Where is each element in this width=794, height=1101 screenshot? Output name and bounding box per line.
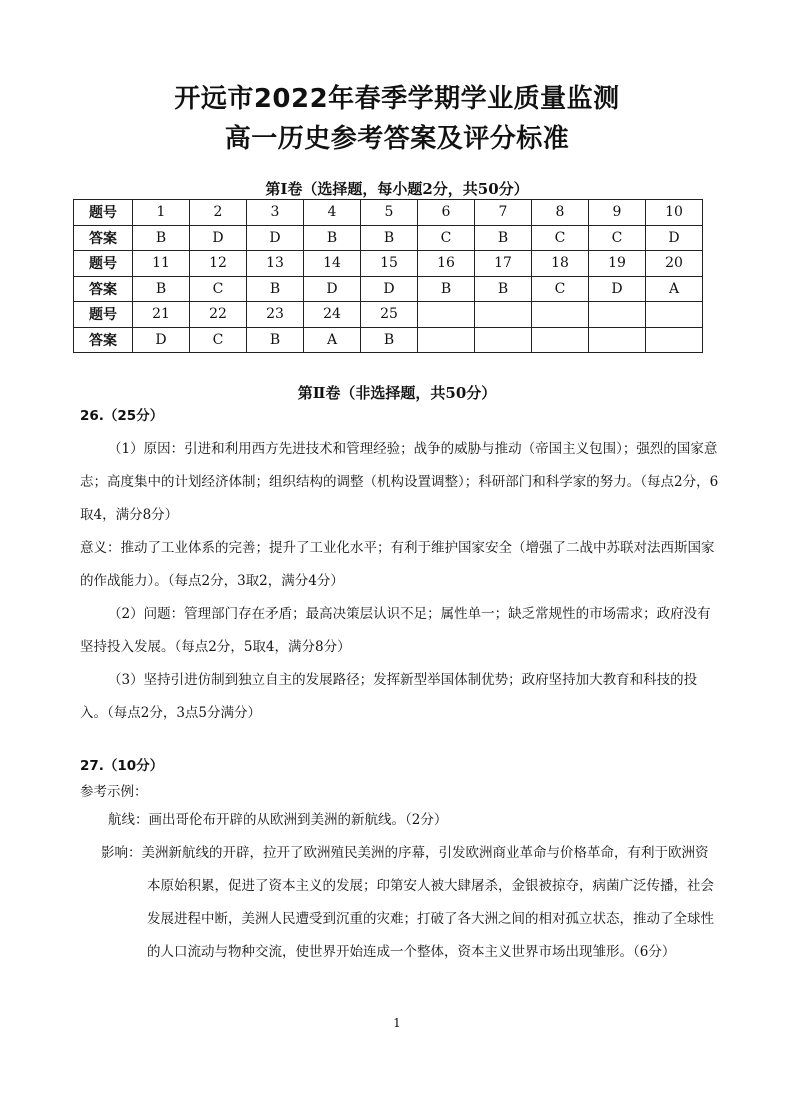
answer-cell: B [475, 225, 532, 251]
answer-cell: B [361, 225, 418, 251]
table-row [74, 225, 703, 251]
answer-cell [475, 327, 532, 353]
number-cell: 11 [133, 251, 190, 277]
answer-row-label: 答案 [74, 276, 133, 302]
table-row [74, 276, 703, 302]
q26-title: 26.（25分） [80, 408, 164, 424]
q26-part3: （3）坚持引进仿制到独立自主的发展路径；发挥新型举国体制优势；政府坚持加大教育和科技的投入。（每点2分，3点5分满分） [80, 672, 698, 721]
number-cell: 17 [475, 251, 532, 277]
answer-cell: C [532, 225, 589, 251]
q27-route: 航线：画出哥伦布开辟的从欧洲到美洲的新航线。（2分） [108, 812, 448, 828]
number-cell: 13 [247, 251, 304, 277]
page-number: 1 [393, 1016, 401, 1030]
answer-cell: B [304, 225, 361, 251]
number-row-label: 题号 [74, 302, 133, 328]
number-cell: 18 [532, 251, 589, 277]
answer-cell: A [646, 276, 703, 302]
number-cell [589, 302, 646, 328]
number-cell: 20 [646, 251, 703, 277]
answer-cell: B [247, 327, 304, 353]
number-cell: 9 [589, 200, 646, 226]
answer-cell: B [418, 276, 475, 302]
answer-cell: D [133, 327, 190, 353]
number-cell: 22 [190, 302, 247, 328]
number-cell: 25 [361, 302, 418, 328]
answer-cell: B [133, 276, 190, 302]
document-subtitle: 高一历史参考答案及评分标准 [224, 124, 570, 154]
answer-cell: C [190, 276, 247, 302]
number-cell: 14 [304, 251, 361, 277]
section2-heading: 第Ⅱ卷（非选择题，共50分） [297, 384, 497, 402]
q27-example-label: 参考示例： [80, 784, 148, 800]
number-cell: 7 [475, 200, 532, 226]
number-cell [646, 302, 703, 328]
answer-cell: B [133, 225, 190, 251]
number-cell: 19 [589, 251, 646, 277]
answer-cell: C [190, 327, 247, 353]
number-cell: 3 [247, 200, 304, 226]
answer-cell [646, 327, 703, 353]
answer-cell: C [589, 225, 646, 251]
table-row [74, 200, 703, 226]
answer-cell: B [475, 276, 532, 302]
answer-cell: D [361, 276, 418, 302]
number-cell: 4 [304, 200, 361, 226]
number-cell: 15 [361, 251, 418, 277]
answer-cell [532, 327, 589, 353]
answer-cell: C [418, 225, 475, 251]
number-cell: 6 [418, 200, 475, 226]
answer-table [73, 199, 703, 353]
section1-heading: 第Ⅰ卷（选择题，每小题2分，共50分） [265, 180, 529, 198]
answer-cell: C [532, 276, 589, 302]
answer-row-label: 答案 [74, 327, 133, 353]
number-cell: 23 [247, 302, 304, 328]
answer-cell [589, 327, 646, 353]
table-row [74, 251, 703, 277]
answer-cell: B [247, 276, 304, 302]
number-row-label: 题号 [74, 200, 133, 226]
number-cell [475, 302, 532, 328]
number-cell: 2 [190, 200, 247, 226]
q26-part1: （1）原因：引进和利用西方先进技术和管理经验；战争的威胁与推动（帝国主义包围）；强烈的国家意志；高度集中的计划经济体制；组织结构的调整（机构设置调整）；科研部门和科学家的努力。（每点2分，6取4，满分8分） [80, 441, 719, 523]
number-row-label: 题号 [74, 251, 133, 277]
number-cell: 16 [418, 251, 475, 277]
number-cell: 24 [304, 302, 361, 328]
number-cell: 12 [190, 251, 247, 277]
answer-cell: D [589, 276, 646, 302]
table-row [74, 327, 703, 353]
answer-row-label: 答案 [74, 225, 133, 251]
answer-cell: D [646, 225, 703, 251]
number-cell: 1 [133, 200, 190, 226]
answer-cell: D [304, 276, 361, 302]
question-26 [80, 400, 720, 730]
answer-cell: D [190, 225, 247, 251]
number-cell: 10 [646, 200, 703, 226]
answer-cell [418, 327, 475, 353]
number-cell: 8 [532, 200, 589, 226]
q26-part2: （2）问题：管理部门存在矛盾；最高决策层认识不足；属性单一；缺乏常规性的市场需求；政府没有坚持投入发展。（每点2分，5取4，满分8分） [80, 606, 711, 655]
question-27 [80, 752, 720, 969]
answer-cell: D [247, 225, 304, 251]
q27-impact: 影响：美洲新航线的开辟，拉开了欧洲殖民美洲的序幕，引发欧洲商业革命与价格革命，有利于欧洲资本原始积累，促进了资本主义的发展；印第安人被大肆屠杀，金银被掠夺，病菌广泛传播，社会发展进程中断，美洲人民遭受到沉重的灾难；打破了各大洲之间的相对孤立状态，推动了全球性的人口流动与物种交流，使世界开始连成一个整体，资本主义世界市场出现雏形。（6分） [101, 845, 714, 960]
number-cell [532, 302, 589, 328]
document-title: 开远市2022年春季学期学业质量监测 [174, 84, 620, 114]
number-cell [418, 302, 475, 328]
q26-significance: 意义：推动了工业体系的完善；提升了工业化水平；有利于维护国家安全（增强了二战中苏联对法西斯国家的作战能力）。（每点2分，3取2，满分4分） [80, 540, 715, 589]
table-row [74, 302, 703, 328]
answer-cell: B [361, 327, 418, 353]
number-cell: 21 [133, 302, 190, 328]
number-cell: 5 [361, 200, 418, 226]
q27-title: 27.（10分） [80, 758, 164, 774]
answer-cell: A [304, 327, 361, 353]
